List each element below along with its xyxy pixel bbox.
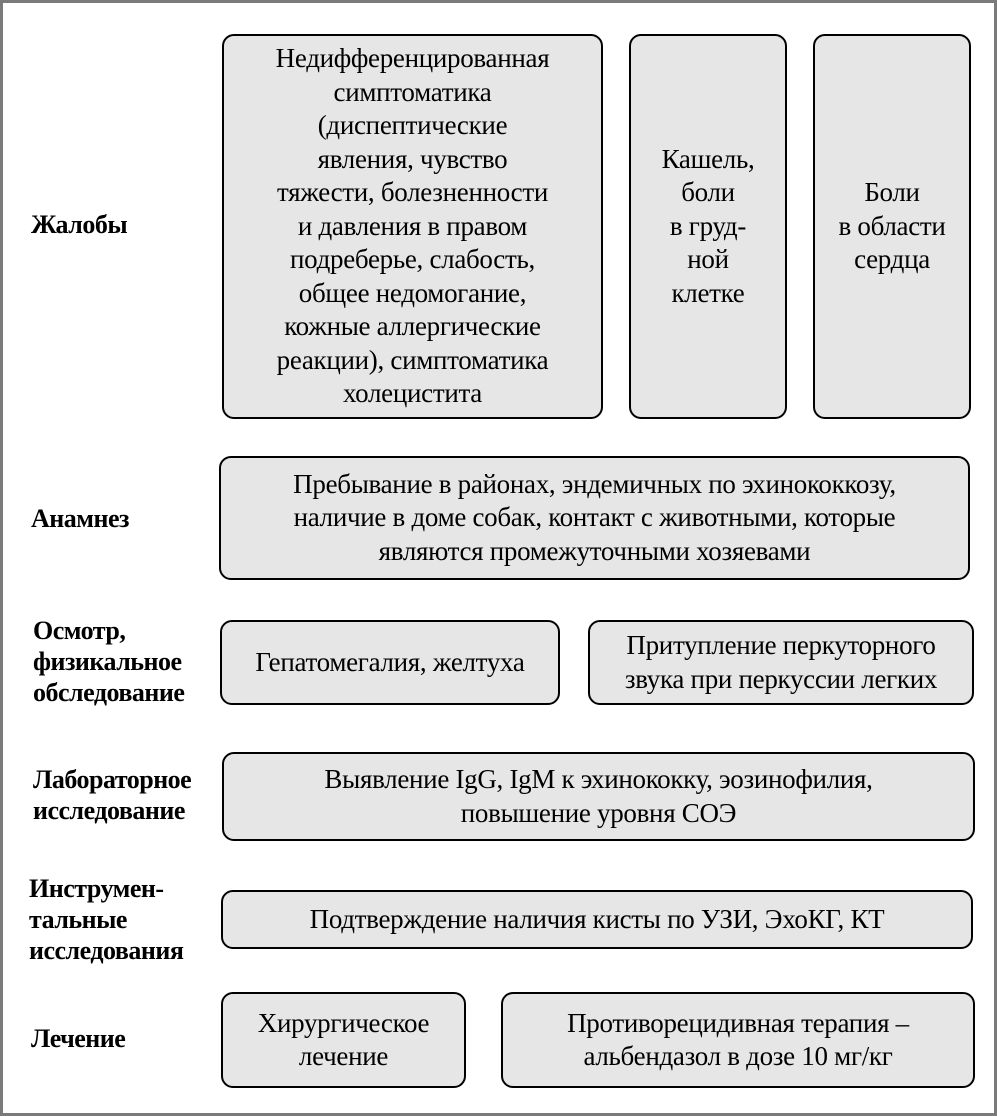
treatment-box-surgical: Хирургическое лечение <box>221 992 466 1088</box>
laboratory-box: Выявление IgG, IgM к эхинококку, эозинофилия, повышение уровня СОЭ <box>222 752 975 841</box>
examination-box-percussion: Притупление перкуторного звука при перкуссии легких <box>588 620 974 705</box>
complaints-box-undifferentiated: Недифференцированная симптоматика (диспептические явления, чувство тяжести, болезненности и давления в правом подреберье, слабость, общее недомогание, кожные аллергические реакции), симптоматика холецистита <box>222 34 603 419</box>
row-label-laboratory: Лабораторное исследование <box>33 765 192 825</box>
row-label-instrumental: Инструмен- тальные исследования <box>29 874 184 965</box>
anamnesis-box: Пребывание в районах, эндемичных по эхинококкозу, наличие в доме собак, контакт с животными, которые являются промежуточными хозяевами <box>219 456 970 580</box>
examination-box-hepatomegaly: Гепатомегалия, желтуха <box>220 620 560 705</box>
row-label-anamnesis: Анамнез <box>31 504 129 533</box>
complaints-box-cough: Кашель, боли в груд- ной клетке <box>629 34 787 419</box>
row-label-complaints: Жалобы <box>31 210 128 239</box>
row-label-treatment: Лечение <box>31 1024 126 1053</box>
treatment-box-albendazole: Противорецидивная терапия – альбендазол в дозе 10 мг/кг <box>501 992 975 1088</box>
instrumental-box: Подтверждение наличия кисты по УЗИ, ЭхоКГ, КТ <box>221 890 973 949</box>
complaints-box-heart-pain: Боли в области сердца <box>813 34 971 419</box>
row-label-examination: Осмотр, физикальное обследование <box>33 616 185 707</box>
